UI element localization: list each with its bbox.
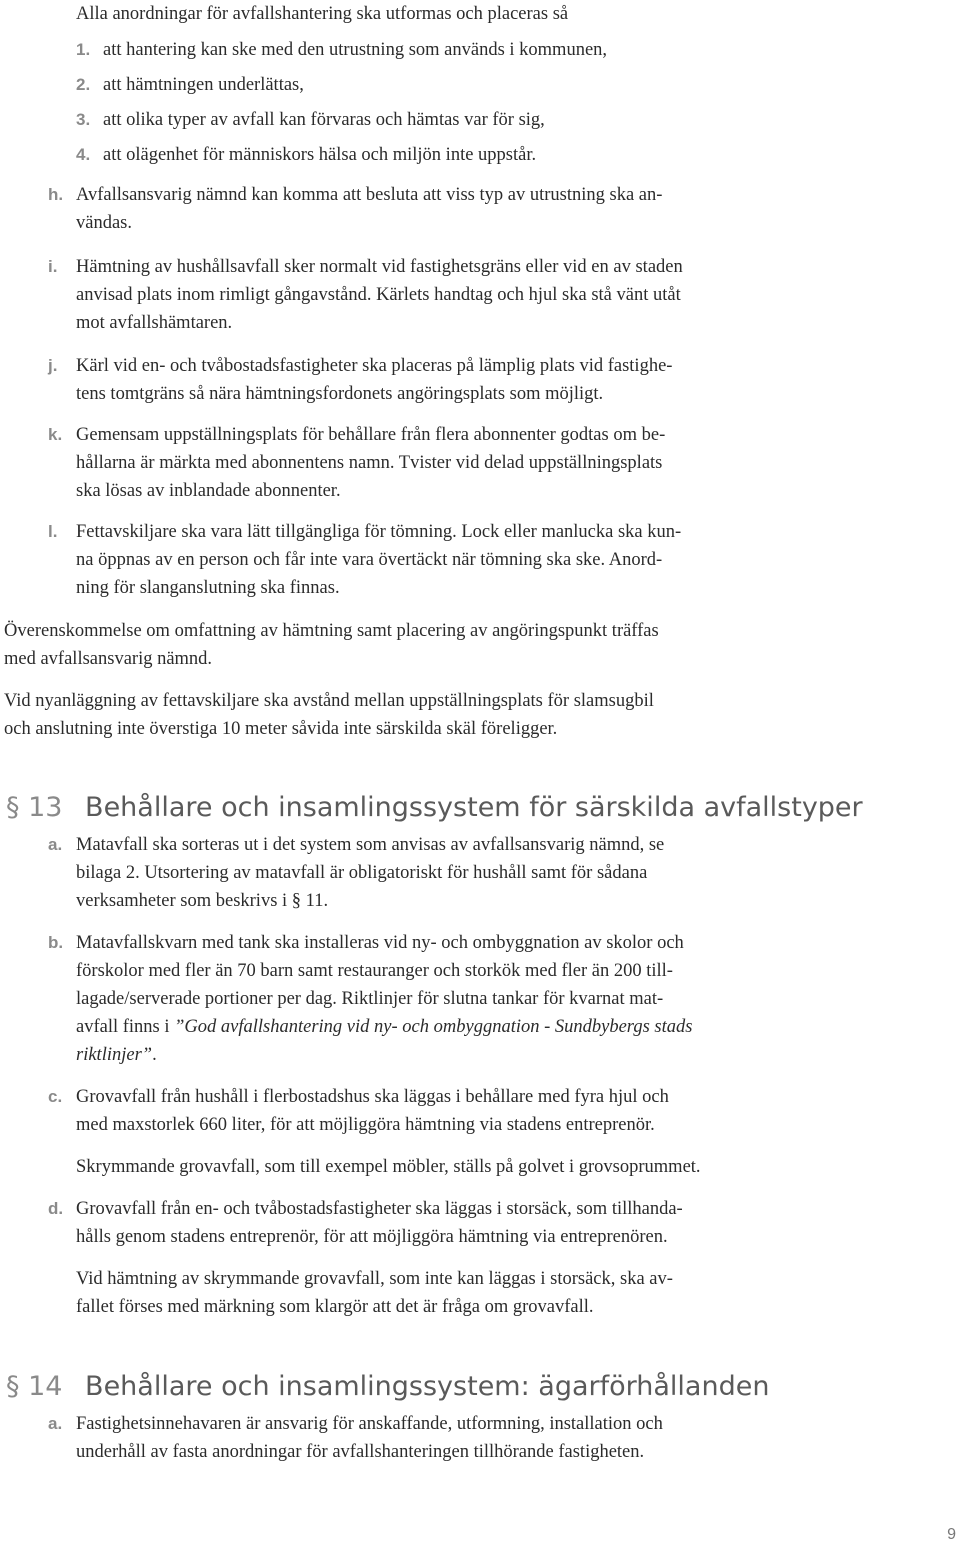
- item-label-j: j.: [48, 356, 58, 375]
- item-k-line: hållarna är märkta med abonnentens namn. Tvister vid delad uppställningsplats: [76, 453, 663, 473]
- item-b-citation: riktlinjer”: [76, 1045, 153, 1065]
- list-item: att olika typer av avfall kan förvaras och hämtas var för sig,: [103, 110, 545, 130]
- item-i-line: mot avfallshämtaren.: [76, 313, 233, 333]
- item-c-line: Skrymmande grovavfall, som till exempel möbler, ställs på golvet i grovsoprummet.: [76, 1157, 701, 1177]
- item-label-l: l.: [48, 522, 58, 541]
- item-k-line: Gemensam uppställningsplats för behållare från flera abonnenter godtas om be-: [76, 425, 666, 445]
- item-i-line: Hämtning av hushållsavfall sker normalt vid fastighetsgräns eller vid en av staden: [76, 257, 683, 277]
- item-d-line: fallet förses med märkning som klargör att det är fråga om grovavfall.: [76, 1297, 594, 1317]
- list-number: 2.: [76, 75, 91, 94]
- item-label-c: c.: [48, 1087, 63, 1106]
- item-l-line: Fettavskiljare ska vara lätt tillgängliga för tömning. Lock eller manlucka ska kun-: [76, 522, 682, 542]
- section-title: Behållare och insamlingssystem för särskilda avfallstyper: [85, 792, 863, 823]
- section-number: 13: [28, 792, 63, 823]
- item-d-line: Grovavfall från en- och tvåbostadsfastigheter ska läggas i storsäck, som tillhanda-: [76, 1199, 683, 1219]
- item-b-line: förskolor med fler än 70 barn samt restauranger och storkök med fler än 200 till-: [76, 961, 673, 981]
- item-b-line: lagade/serverade portioner per dag. Riktlinjer för slutna tankar för kvarnat mat-: [76, 989, 664, 1009]
- item-a-line: underhåll av fasta anordningar för avfallshanteringen tillhörande fastigheten.: [76, 1442, 645, 1462]
- item-label-h: h.: [48, 185, 64, 204]
- section-number: 14: [28, 1371, 63, 1402]
- item-i-line: anvisad plats inom rimligt gångavstånd. Kärlets handtag och hjul ska stå vänt utåt: [76, 285, 681, 305]
- intro-text: Alla anordningar för avfallshantering ska utformas och placeras så: [76, 4, 569, 24]
- item-label-i: i.: [48, 257, 58, 276]
- list-number: 3.: [76, 110, 91, 129]
- paragraph-line: Överenskommelse om omfattning av hämtning samt placering av angöringspunkt träffas: [4, 621, 659, 641]
- item-label-a: a.: [48, 1414, 63, 1433]
- paragraph-line: Vid nyanläggning av fettavskiljare ska avstånd mellan uppställningsplats för slamsugbil: [4, 691, 654, 711]
- item-label-k: k.: [48, 425, 63, 444]
- item-d-line: hålls genom stadens entreprenör, för att möjliggöra hämtning via entreprenören.: [76, 1227, 668, 1247]
- section-14-heading: [6, 1369, 769, 1405]
- page-number: 9: [947, 1526, 956, 1543]
- list-number: 4.: [76, 145, 91, 164]
- item-c-line: med maxstorlek 660 liter, för att möjliggöra hämtning via stadens entreprenör.: [76, 1115, 655, 1135]
- paragraph-line: med avfallsansvarig nämnd.: [4, 649, 213, 669]
- list-item: att hämtningen underlättas,: [103, 75, 304, 95]
- section-13-heading: [6, 790, 863, 826]
- item-b-line: Matavfallskvarn med tank ska installeras vid ny- och ombyggnation av skolor och: [76, 933, 684, 953]
- item-h-line: Avfallsansvarig nämnd kan komma att besluta att viss typ av utrustning ska an-: [76, 185, 663, 205]
- item-l-line: ning för slanganslutning ska finnas.: [76, 578, 340, 598]
- item-a-line: bilaga 2. Utsortering av matavfall är obligatoriskt för hushåll samt för sådana: [76, 863, 648, 883]
- item-b-citation: ”God avfallshantering vid ny- och ombyggnation - Sundbybergs stads: [174, 1017, 693, 1037]
- item-a-line: verksamheter som beskrivs i § 11.: [76, 891, 329, 911]
- item-b-line: [76, 1041, 157, 1069]
- section-symbol: §: [6, 1371, 20, 1402]
- item-label-b: b.: [48, 933, 64, 952]
- item-a-line: Fastighetsinnehavaren är ansvarig för anskaffande, utformning, installation och: [76, 1414, 663, 1434]
- item-j-line: Kärl vid en- och tvåbostadsfastigheter ska placeras på lämplig plats vid fastighe-: [76, 356, 673, 376]
- list-item: att olägenhet för människors hälsa och miljön inte uppstår.: [103, 145, 537, 165]
- list-number: 1.: [76, 40, 91, 59]
- paragraph-line: och anslutning inte överstiga 10 meter såvida inte särskilda skäl föreligger.: [4, 719, 558, 739]
- section-symbol: §: [6, 792, 20, 823]
- item-b-text: .: [152, 1045, 157, 1065]
- item-d-line: Vid hämtning av skrymmande grovavfall, som inte kan läggas i storsäck, ska av-: [76, 1269, 673, 1289]
- item-a-line: Matavfall ska sorteras ut i det system som anvisas av avfallsansvarig nämnd, se: [76, 835, 665, 855]
- section-title: Behållare och insamlingssystem: ägarförhållanden: [85, 1371, 770, 1402]
- item-label-a: a.: [48, 835, 63, 854]
- item-j-line: tens tomtgräns så nära hämtningsfordonets angöringsplats som möjligt.: [76, 384, 604, 404]
- item-b-line: [76, 1013, 692, 1041]
- list-item: att hantering kan ske med den utrustning som används i kommunen,: [103, 40, 608, 60]
- item-label-d: d.: [48, 1199, 64, 1218]
- item-b-text: avfall finns i: [76, 1017, 175, 1037]
- item-l-line: na öppnas av en person och får inte vara övertäckt när tömning ska ske. Anord-: [76, 550, 663, 570]
- item-h-line: vändas.: [76, 213, 132, 233]
- item-k-line: ska lösas av inblandade abonnenter.: [76, 481, 341, 501]
- item-c-line: Grovavfall från hushåll i flerbostadshus ska läggas i behållare med fyra hjul och: [76, 1087, 669, 1107]
